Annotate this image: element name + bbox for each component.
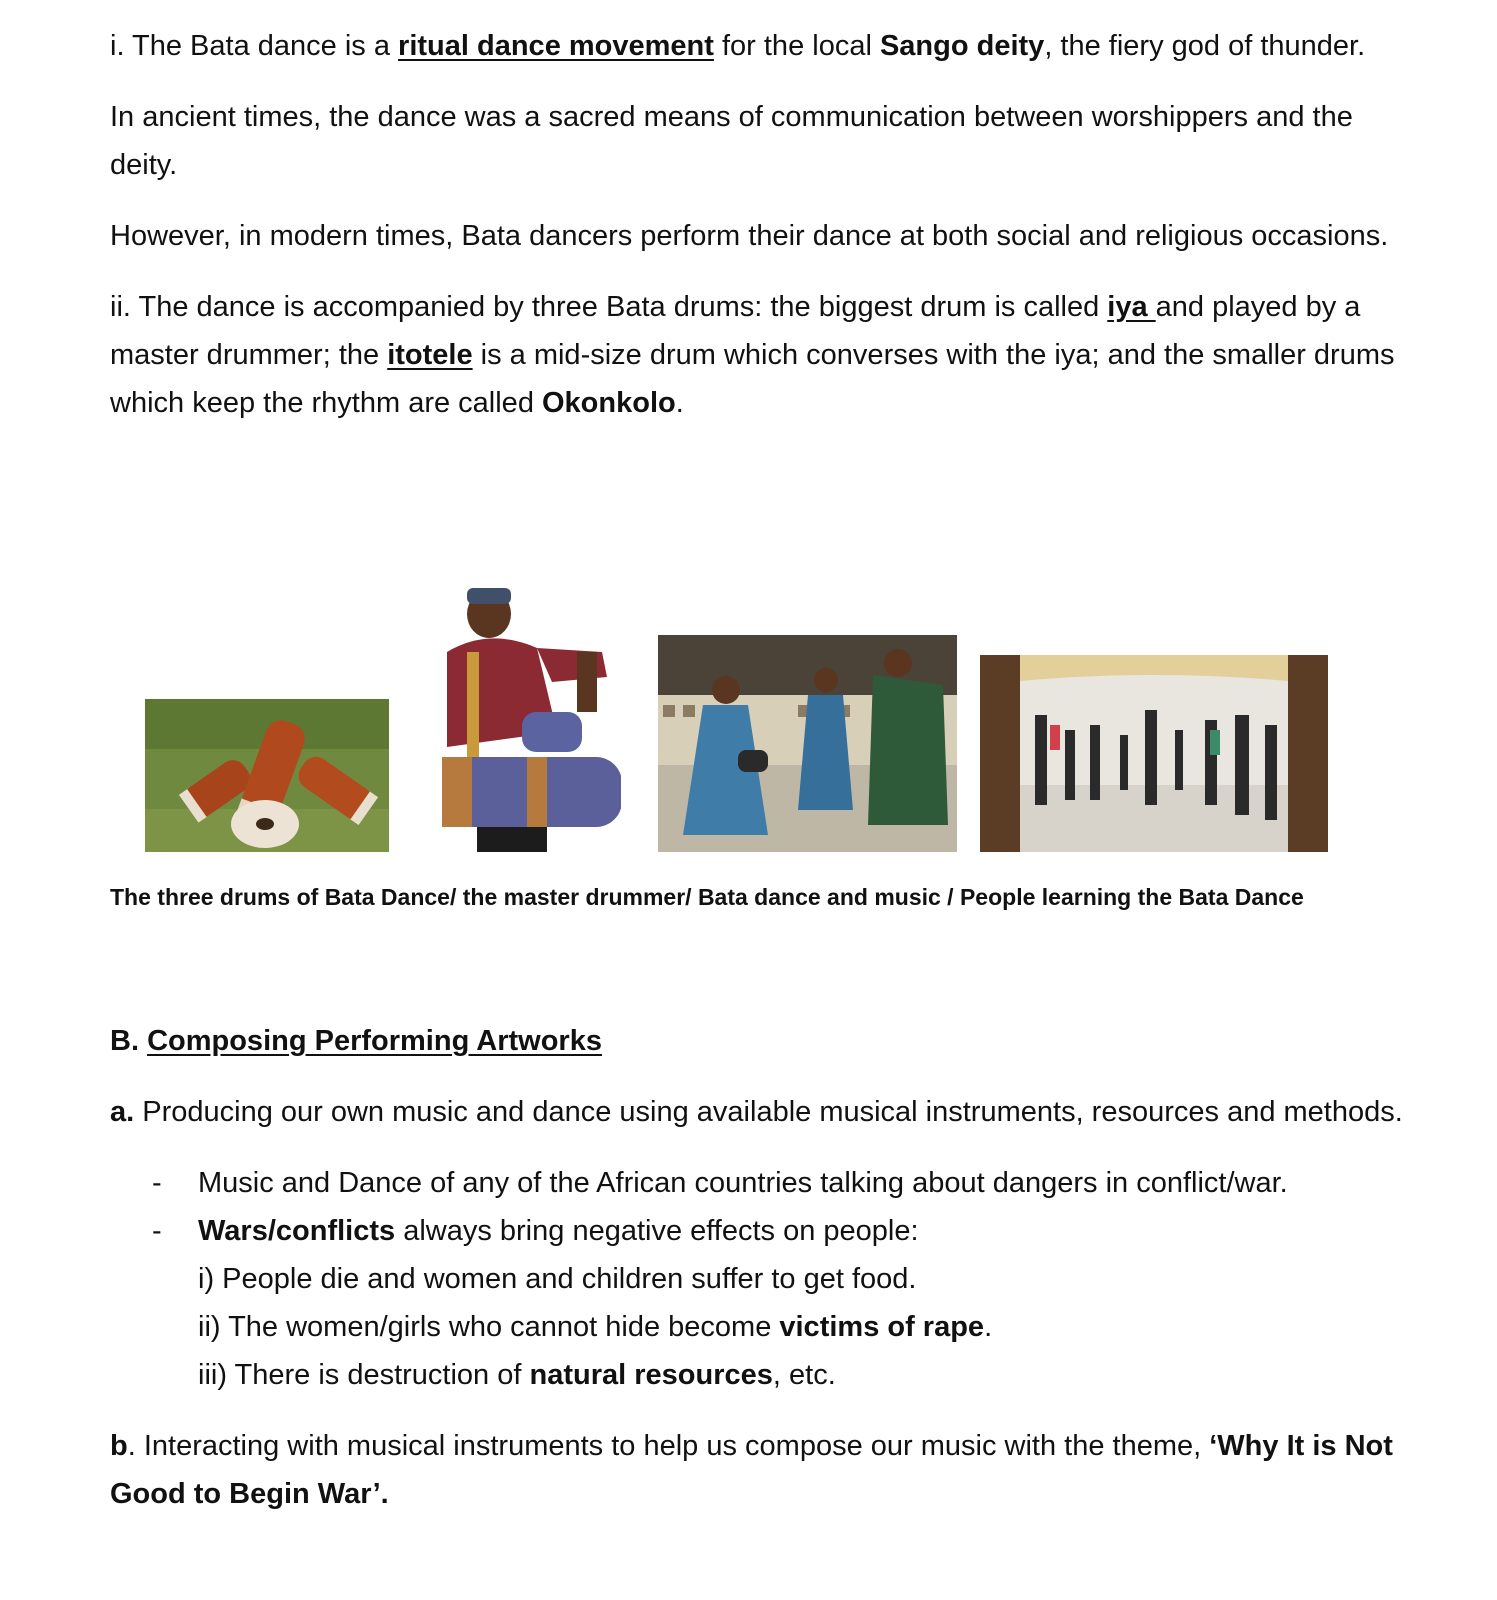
term-victims-of-rape: victims of rape <box>779 1311 985 1343</box>
text: i. The Bata dance is a <box>110 30 399 62</box>
photo-three-drums <box>145 699 389 852</box>
section-b-heading <box>110 1017 1410 1065</box>
photo-caption: The three drums of Bata Dance/ the master drummer/ Bata dance and music / People learning the Bata Dance <box>110 884 1304 910</box>
text: and played by a master drummer; the <box>110 291 1361 371</box>
item-label: b <box>110 1430 128 1462</box>
text: ii) The women/girls who cannot hide become <box>198 1311 780 1343</box>
item-text: . Interacting with musical instruments to help us compose our music with the theme, <box>127 1430 1210 1462</box>
photo-people-learning <box>980 655 1328 852</box>
list-item-text: always bring negative effects on people: <box>395 1215 919 1247</box>
item-a <box>110 1088 1410 1136</box>
term-natural-resources: natural resources <box>529 1359 773 1391</box>
term-wars-conflicts: Wars/conflicts <box>198 1215 396 1247</box>
term-iya: iya <box>1107 291 1156 323</box>
war-bullet-list <box>110 1159 1410 1255</box>
list-item <box>110 1207 1410 1255</box>
effect-item <box>110 1351 1410 1399</box>
item-b <box>110 1422 1410 1518</box>
text: ii. The dance is accompanied by three Bata drums: the biggest drum is called <box>110 291 1108 323</box>
list-item-text: Music and Dance of any of the African countries talking about dangers in conflict/war. <box>198 1167 1288 1199</box>
text: . <box>675 387 684 419</box>
photo-master-drummer <box>427 582 621 852</box>
item-text: Producing our own music and dance using available musical instruments, resources and methods. <box>134 1096 1403 1128</box>
section-title: Composing Performing Artworks <box>147 1025 602 1057</box>
effect-item: i) People die and women and children suffer to get food. <box>198 1263 917 1295</box>
text: for the local <box>713 30 880 62</box>
dash-marker: - <box>152 1167 162 1199</box>
negative-effects-list <box>110 1255 1410 1399</box>
text: , etc. <box>772 1359 836 1391</box>
section-label: B. <box>110 1025 148 1057</box>
paragraph-ancient-times: In ancient times, the dance was a sacred means of communication between worshippers and the deity. <box>110 101 1353 181</box>
paragraph-modern-times: However, in modern times, Bata dancers perform their dance at both social and religious occasions. <box>110 220 1389 252</box>
paragraph-bata-drums <box>110 283 1410 427</box>
text: . <box>984 1311 993 1343</box>
paragraph-bata-ritual <box>110 22 1410 70</box>
section-b <box>110 1017 1410 1541</box>
text: iii) There is destruction of <box>198 1359 530 1391</box>
term-itotele: itotele <box>387 339 473 371</box>
term-okonkolo: Okonkolo <box>542 387 676 419</box>
item-label: a. <box>110 1096 135 1128</box>
text: , the fiery god of thunder. <box>1044 30 1366 62</box>
photo-gallery <box>110 567 1410 867</box>
text: is a mid-size drum which converses with the iya; and the smaller drums which keep the rhythm are called <box>110 339 1395 419</box>
effect-item <box>110 1303 1410 1351</box>
term-sango-deity: Sango deity <box>879 30 1045 62</box>
photo-bata-dance-music <box>658 635 957 852</box>
term-ritual-dance-movement: ritual dance movement <box>398 30 714 62</box>
dash-marker: - <box>152 1215 162 1247</box>
list-item <box>110 1159 1410 1207</box>
theme-title: ‘Why It is Not Good to Begin War’. <box>110 1430 1393 1510</box>
document-page <box>110 22 1410 1510</box>
